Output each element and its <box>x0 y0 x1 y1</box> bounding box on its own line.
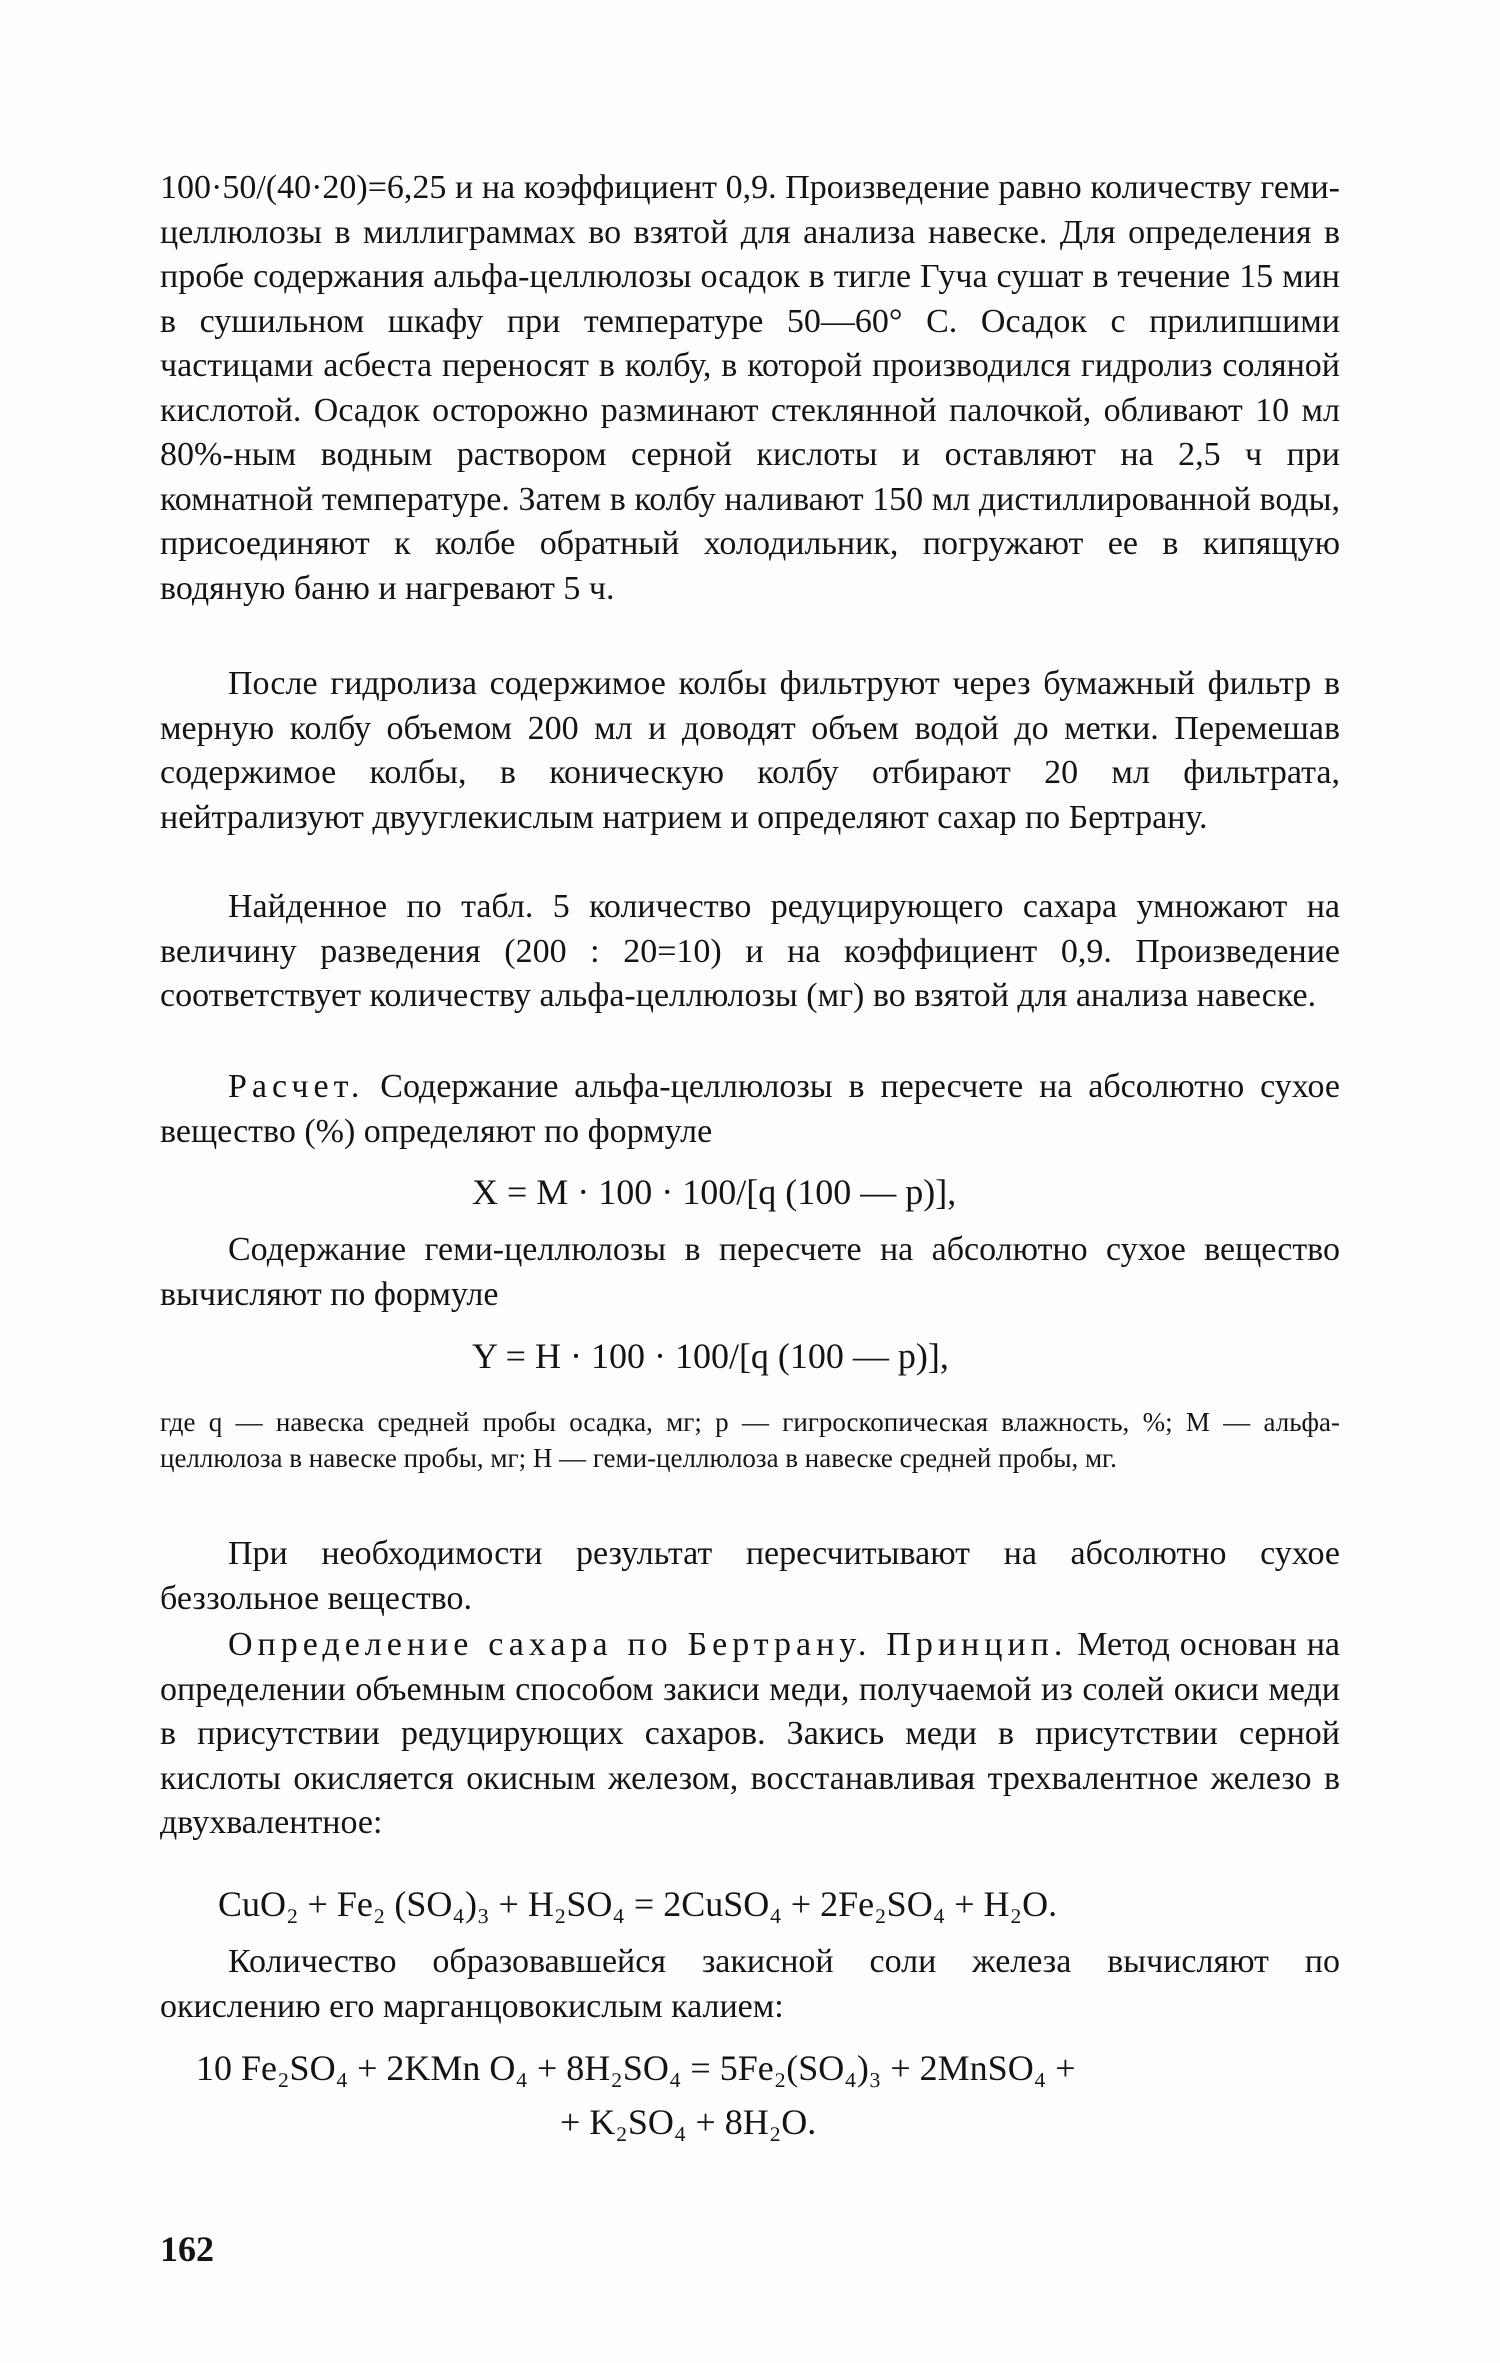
paragraph-hemicellulose <box>160 1228 1340 1317</box>
formula-hemicellulose: Y = H · 100 · 100/[q (100 — p)], <box>472 1336 949 1376</box>
paragraph-text: Содержание альфа-целлюлозы в пересчете на абсолютно сухое вещество (%) определяют по формуле <box>160 1068 1340 1150</box>
bertrand-heading: Определение сахара по Бертрану. Принцип. <box>228 1626 1068 1663</box>
page-number: 162 <box>160 2229 214 2269</box>
paragraph-text: Количество образовавшейся закисной соли железа вычисляют по окислению его марганцовокислым калием: <box>160 1943 1340 2025</box>
calculation-heading: Расчет. <box>228 1068 365 1105</box>
paragraph-ash-free <box>160 1532 1340 1621</box>
formula-alpha-cellulose: X = M · 100 · 100/[q (100 — p)], <box>472 1172 957 1212</box>
paragraph-permanganate <box>160 1940 1340 2029</box>
paragraph-text: 100·50/(40·20)=6,25 и на коэффициент 0,9. Произведение равно количеству геми-целлюлозы в миллиграммах во взятой для анализа навеске. Для определения в пробе содержания альфа-целлюлозы осадок в тигле Гуча сушат в течение 15 мин в сушильном шкафу при температуре 50—60° С. Осадок с прилипшими частицами асбеста переносят в колбу, в которой производился гидролиз соляной кислотой. Осадок осторожно разминают стеклянной палочкой, обливают 10 мл 80%-ным водным раствором серной кислоты и оставляют на 2,5 ч при комнатной температуре. Затем в колбу наливают 150 мл дистиллированной воды, присоединяют к колбе обратный холодильник, погружают ее в кипящую водяную баню и нагревают 5 ч. <box>160 169 1340 607</box>
paragraph-text: Найденное по табл. 5 количество редуцирующего сахара умножают на величину разведения (200 : 20=10) и на коэффициент 0,9. Произведение соответствует количеству альфа-целлюлозы (мг) во взятой для анализа навеске. <box>160 888 1340 1014</box>
equation-copper-iron: CuO₂ + Fe₂ (SO₄)₃ + H₂SO₄ = 2CuSO₄ + 2Fe₂SO₄ + H₂O. <box>218 1884 1058 1924</box>
equation-permanganate-line2: + K₂SO₄ + 8H₂O. <box>560 2102 817 2142</box>
equation-permanganate-line1: 10 Fe₂SO₄ + 2KMn O₄ + 8H₂SO₄ = 5Fe₂(SO₄)₃ + 2MnSO₄ + <box>196 2048 1076 2088</box>
note-text: где q — навеска средней пробы осадка, мг; p — гигроскопическая влажность, %; M — альфа-целлюлоза в навеске пробы, мг; H — геми-целлюлоза в навеске средней пробы, мг. <box>160 1407 1340 1473</box>
paragraph-sugar-quantity <box>160 885 1340 1019</box>
formula-legend-note <box>160 1404 1340 1476</box>
paragraph-text: Метод основан на определении объемным способом закиси меди, получаемой из солей окиси меди в присутствии редуцирующих сахаров. Закись меди в присутствии серной кислоты окисляется окисным железом, восстанавливая трехвалентное железо в двухвалентное: <box>160 1626 1340 1841</box>
paragraph-calculation <box>160 1065 1340 1154</box>
paragraph-bertrand-method <box>160 1623 1340 1846</box>
paragraph-filtration <box>160 662 1340 840</box>
paragraph-hydrolysis-procedure <box>160 166 1340 611</box>
paragraph-text: При необходимости результат пересчитывают на абсолютно сухое беззольное вещество. <box>160 1535 1340 1617</box>
paragraph-text: Содержание геми-целлюлозы в пересчете на абсолютно сухое вещество вычисляют по формуле <box>160 1231 1340 1313</box>
paragraph-text: После гидролиза содержимое колбы фильтруют через бумажный фильтр в мерную колбу объемом 200 мл и доводят объем водой до метки. Перемешав содержимое колбы, в коническую колбу отбирают 20 мл фильтрата, нейтрализуют двууглекислым натрием и определяют сахар по Бертрану. <box>160 665 1340 836</box>
